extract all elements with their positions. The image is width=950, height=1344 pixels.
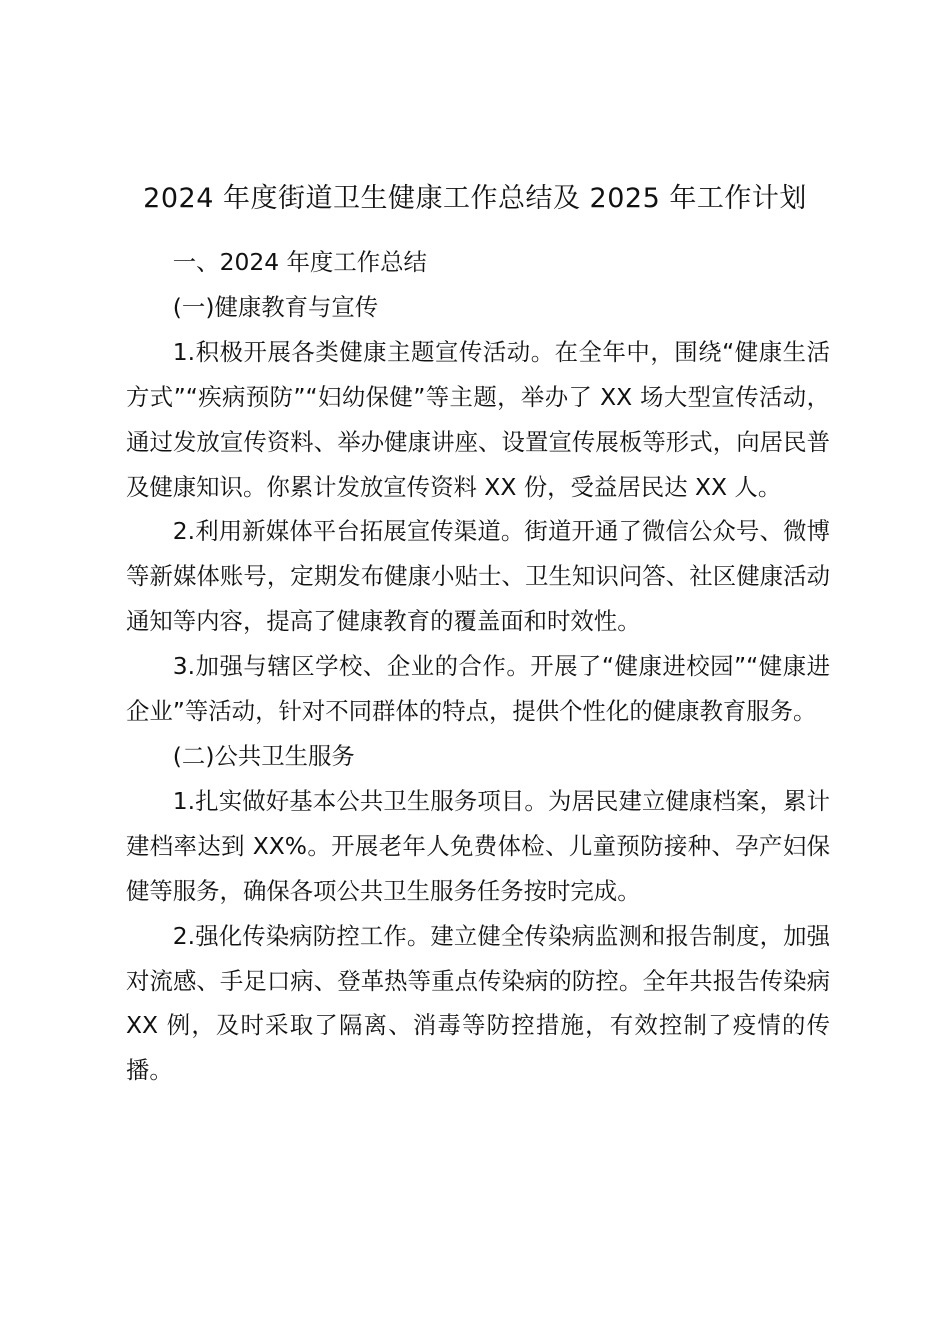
paragraph-themed-campaigns: 1.积极开展各类健康主题宣传活动。在全年中，围绕“健康生活方式”“疾病预防”“妇幼保健”等主题，举办了 XX 场大型宣传活动，通过发放宣传资料、举办健康讲座、设置宣传展板等形式，向居民普及健康知识。你累计发放宣传资料 XX 份，受益居民达 XX 人。: [126, 337, 830, 501]
subsection-heading-health-education: (一)健康教育与宣传: [172, 292, 379, 321]
subsection-heading-public-health: (二)公共卫生服务: [172, 741, 355, 770]
paragraph-school-enterprise: 3.加强与辖区学校、企业的合作。开展了“健康进校园”“健康进企业”等活动，针对不同群体的特点，提供个性化的健康教育服务。: [126, 652, 830, 726]
paragraph-new-media: 2.利用新媒体平台拓展宣传渠道。街道开通了微信公众号、微博等新媒体账号，定期发布健康小贴士、卫生知识问答、社区健康活动通知等内容，提高了健康教育的覆盖面和时效性。: [126, 517, 830, 636]
document-body: [126, 240, 830, 1093]
document-title: 2024 年度街道卫生健康工作总结及 2025 年工作计划: [143, 183, 807, 214]
paragraph-basic-services: 1.扎实做好基本公共卫生服务项目。为居民建立健康档案，累计建档率达到 XX%。开展老年人免费体检、儿童预防接种、孕产妇保健等服务，确保各项公共卫生服务任务按时完成。: [126, 786, 830, 905]
paragraph-disease-control: 2.强化传染病防控工作。建立健全传染病监测和报告制度，加强对流感、手足口病、登革热等重点传染病的防控。全年共报告传染病 XX 例，及时采取了隔离、消毒等防控措施，有效控制了疫情的传播。: [126, 921, 830, 1085]
section-heading-summary: 一、2024 年度工作总结: [172, 248, 427, 276]
